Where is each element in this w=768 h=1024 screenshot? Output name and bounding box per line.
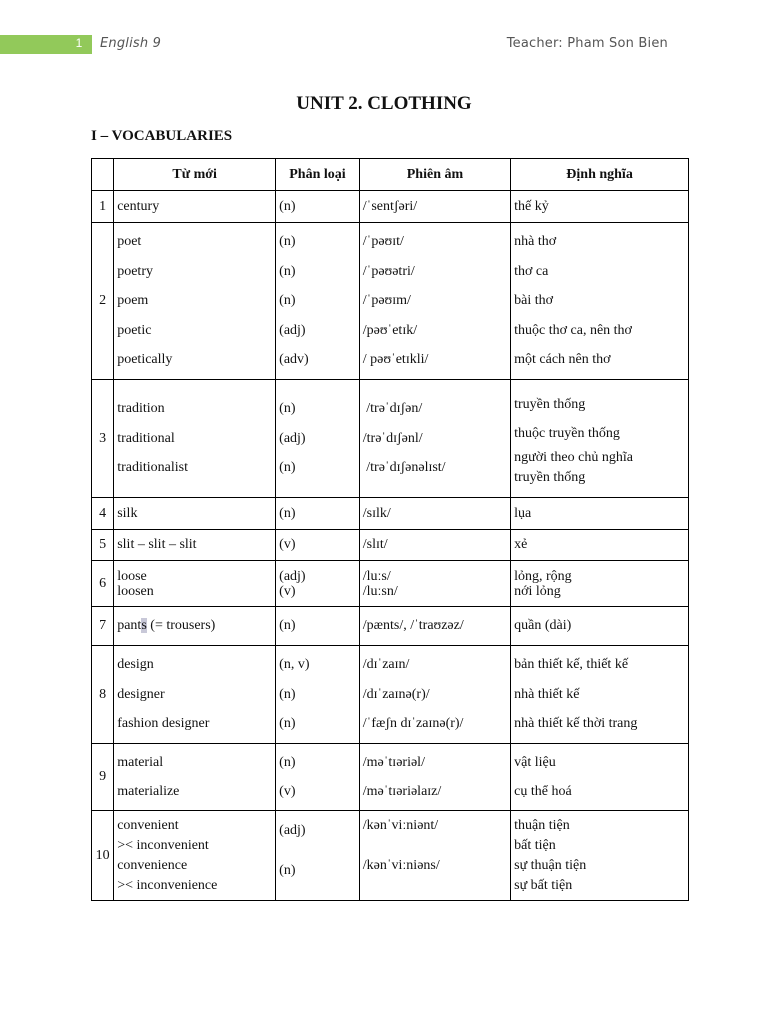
word-type: (adj) [279,822,306,838]
word-cell [114,498,276,530]
row-number: 9 [92,744,114,811]
header-word: Từ mới [114,159,276,191]
word: tradition [117,401,165,417]
word: slit – slit – slit [117,537,197,552]
definition: truyền thống [514,396,586,412]
type-cell [276,380,360,498]
word-type: (n) [279,862,296,878]
definition-cell [511,380,689,498]
word [117,618,272,634]
word-type: (n) [279,716,296,732]
definition: thuận tiện [514,817,570,833]
word: designer [117,686,165,702]
word-type: (n) [279,686,296,702]
word: poetically [117,352,173,368]
word-type: (n) [279,198,296,214]
word: poem [117,293,149,309]
highlighted-letter: s [141,618,147,633]
ipa: /slɪt/ [362,537,388,552]
word: silk [117,505,138,521]
header-definition: Định nghĩa [511,159,689,191]
word-type: (n) [279,618,296,633]
word-cell [114,223,276,380]
ipa-cell [359,607,510,646]
row-number: 2 [92,223,114,380]
ipa: /trəˈdɪʃənəlɪst/ [362,460,446,476]
word-type: (n) [279,754,296,770]
row-number: 1 [92,191,114,223]
word: >< inconvenience [117,877,218,893]
ipa: /məˈtɪəriəlaɪz/ [362,784,442,799]
ipa-cell [359,498,510,530]
definition: xẻ [514,537,528,552]
vocabulary-table [91,158,689,901]
definition: lụa [514,505,532,521]
word-cell [114,607,276,646]
ipa: /ˈsentʃəri/ [362,198,418,214]
ipa: /kənˈviːniəns/ [362,857,440,873]
ipa-cell [359,380,510,498]
definition: sự bất tiện [514,877,573,893]
ipa: /luːs/ [362,568,391,584]
ipa: /pænts/, /ˈtraʊzəz/ [362,618,464,633]
word: design [117,657,154,673]
page-number: 1 [75,36,83,50]
definition: nhà thiết kế [514,686,580,702]
word: convenient [117,817,179,833]
definition: thơ ca [514,263,549,279]
word: loose [117,568,147,584]
ipa-cell [359,223,510,380]
word: poet [117,234,142,250]
word-type: (n) [279,293,296,309]
ipa-cell [359,744,510,811]
row-number: 6 [92,561,114,607]
definition: bất tiện [514,837,556,853]
definition: một cách nên thơ [514,352,611,368]
row-number: 4 [92,498,114,530]
type-cell [276,646,360,744]
ipa: /kənˈviːniənt/ [362,817,439,833]
table-row [92,380,689,498]
word: material [117,754,164,770]
type-cell [276,744,360,811]
row-number: 5 [92,530,114,561]
ipa: / pəʊˈetɪkli/ [362,352,429,368]
page-header [0,33,768,57]
table-row [92,646,689,744]
row-number: 3 [92,380,114,498]
word-cell [114,646,276,744]
word-cell [114,191,276,223]
word-part: pant [117,618,142,633]
ipa: /trəˈdɪʃənl/ [362,430,423,446]
definition-cell [511,744,689,811]
row-number: 8 [92,646,114,744]
word-cell [114,811,276,901]
word: convenience [117,857,188,873]
word: poetry [117,263,153,279]
ipa: /dɪˈzaɪnə(r)/ [362,686,430,702]
word-type: (adv) [279,352,309,368]
ipa: /ˈpəʊɪt/ [362,234,404,250]
word: traditionalist [117,460,188,476]
header-ipa: Phiên âm [359,159,510,191]
ipa: /ˈpəʊətri/ [362,263,415,279]
definition: người theo chủ nghĩa [514,449,633,465]
word: century [117,198,160,214]
word-cell [114,380,276,498]
ipa-cell [359,646,510,744]
row-number: 10 [92,811,114,901]
definition-cell [511,561,689,607]
header-type: Phân loại [276,159,360,191]
type-cell [276,811,360,901]
definition: lỏng, rộng [514,568,572,584]
word: materialize [117,784,180,799]
ipa: /ˈpəʊɪm/ [362,293,411,309]
table-row [92,223,689,380]
header-teacher: Teacher: Pham Son Bien [506,36,668,51]
definition: nhà thiết kế thời trang [514,716,638,732]
word-type: (v) [279,784,296,799]
ipa: /dɪˈzaɪn/ [362,657,410,673]
definition: thuộc thơ ca, nên thơ [514,322,632,338]
definition-cell [511,646,689,744]
table-row [92,498,689,530]
type-cell [276,223,360,380]
definition: vật liệu [514,754,556,770]
ipa: /ˈfæʃn dɪˈzaɪnə(r)/ [362,716,464,732]
word: traditional [117,430,175,446]
word-cell [114,561,276,607]
row-number: 7 [92,607,114,646]
type-cell [276,191,360,223]
table-row [92,561,689,607]
word-type: (n) [279,505,296,521]
ipa: /məˈtɪəriəl/ [362,754,425,770]
definition-cell [511,530,689,561]
table-row [92,607,689,646]
word-type: (v) [279,583,296,599]
definition-cell [511,811,689,901]
header-number [92,159,114,191]
definition: thuộc truyền thống [514,425,620,441]
word-part: (= trousers) [146,618,216,633]
definition: truyền thống [514,469,586,485]
word-type: (v) [279,537,296,552]
table-header-row [92,159,689,191]
definition: bài thơ [514,293,554,309]
word-cell [114,530,276,561]
definition: nới lỏng [514,583,561,599]
word-type: (n) [279,401,296,417]
ipa-cell [359,811,510,901]
header-subject: English 9 [100,36,162,51]
table-row [92,811,689,901]
word-type: (adj) [279,322,306,338]
ipa: /sɪlk/ [362,505,391,521]
word-type: (n) [279,263,296,279]
ipa-cell [359,561,510,607]
definition: bản thiết kế, thiết kế [514,657,629,673]
ipa-cell [359,191,510,223]
word-cell [114,744,276,811]
word-type: (adj) [279,568,306,584]
word-type: (n) [279,460,296,476]
type-cell [276,530,360,561]
word: fashion designer [117,716,210,732]
ipa-cell [359,530,510,561]
word: poetic [117,322,152,338]
definition-cell [511,607,689,646]
table-row [92,530,689,561]
word: loosen [117,583,154,599]
section-heading: I – VOCABULARIES [91,128,233,144]
definition: sự thuận tiện [514,857,587,873]
table-row [92,191,689,223]
definition: quần (dài) [514,618,572,633]
type-cell [276,607,360,646]
word-type: (n, v) [279,657,310,673]
definition: cụ thể hoá [514,784,572,799]
word-type: (adj) [279,430,306,446]
definition: nhà thơ [514,234,557,250]
ipa: /pəʊˈetɪk/ [362,322,418,338]
word-type: (n) [279,234,296,250]
definition-cell [511,223,689,380]
table-row [92,744,689,811]
definition-cell [511,498,689,530]
word: >< inconvenient [117,837,209,853]
ipa: /luːsn/ [362,583,398,599]
type-cell [276,498,360,530]
page-title: UNIT 2. CLOTHING [296,93,472,114]
ipa: /trəˈdɪʃən/ [362,401,423,417]
type-cell [276,561,360,607]
definition-cell [511,191,689,223]
definition: thế kỷ [514,198,549,214]
